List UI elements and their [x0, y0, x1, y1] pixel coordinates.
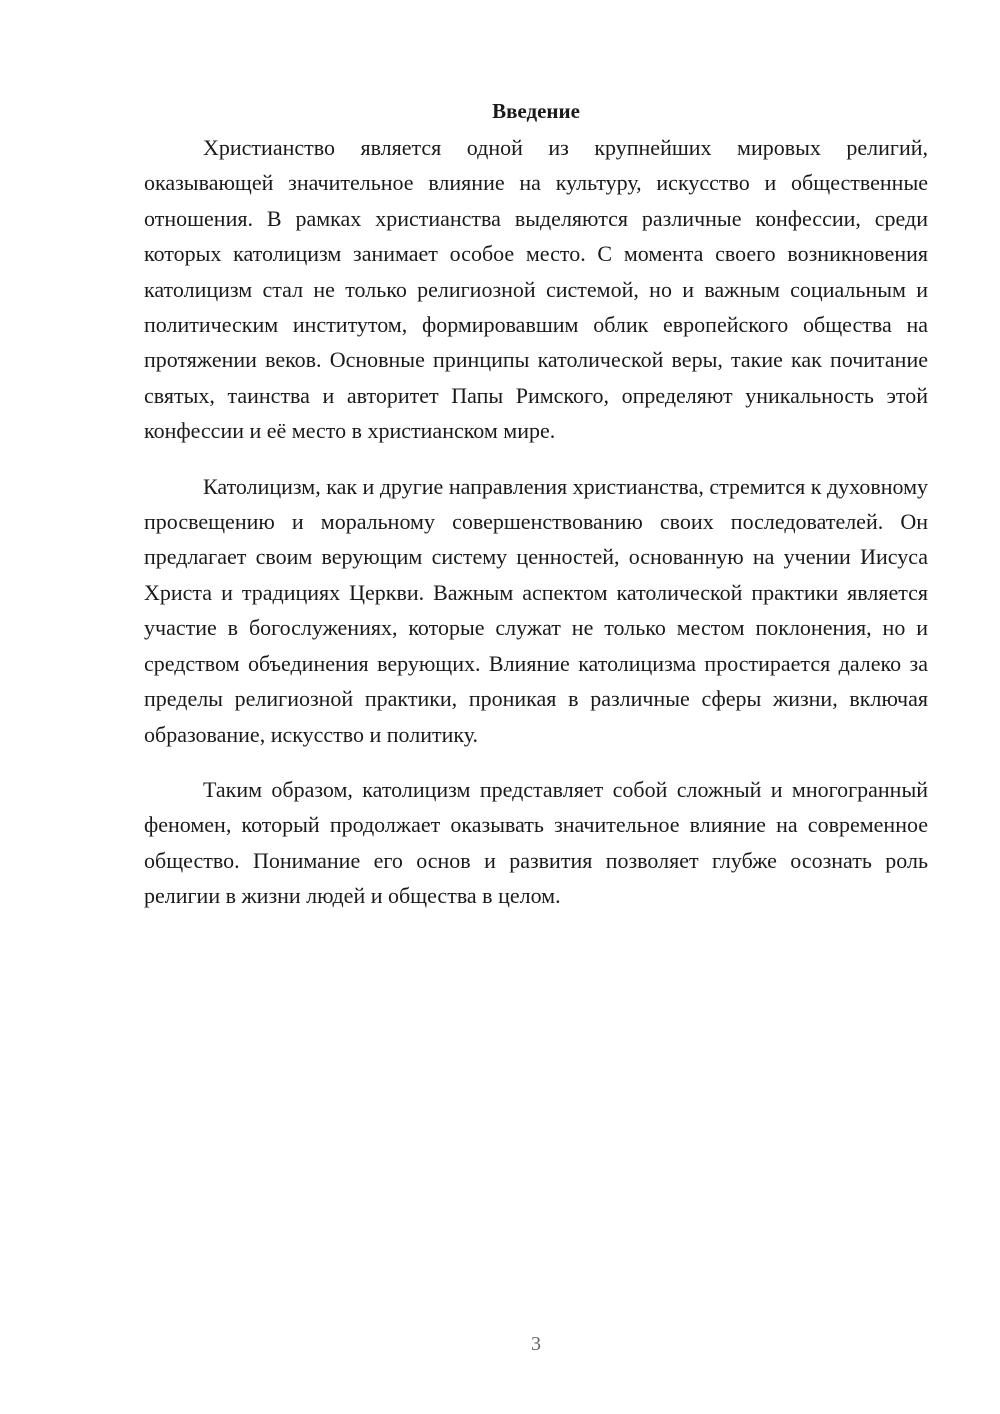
section-title: Введение	[492, 99, 580, 123]
document-page	[144, 96, 928, 934]
paragraph-3: Таким образом, католицизм представляет собой сложный и многогранный феномен, который продолжает оказывать значительное влияние на современное общество. Понимание его основ и развития позволяет глубже осознать роль религии в жизни людей и общества в целом.	[144, 776, 928, 909]
paragraph-1: Христианство является одной из крупнейших мировых религий, оказывающей значительное влияние на культуру, искусство и общественные отношения. В рамках христианства выделяются различные конфессии, среди которых католицизм занимает особое место. С момента своего возникновения католицизм стал не только религиозной системой, но и важным социальным и политическим институтом, формировавшим облик европейского общества на протяжении веков. Основные принципы католической веры, такие как почитание святых, таинства и авторитет Папы Римского, определяют уникальность этой конфессии и её место в христианском мире.	[144, 135, 928, 444]
page-number: 3	[531, 1333, 541, 1355]
paragraph-2: Католицизм, как и другие направления христианства, стремится к духовному просвещению и моральному совершенствованию своих последователей. Он предлагает своим верующим систему ценностей, основанную на учении Иисуса Христа и традициях Церкви. Важным аспектом католической практики является участие в богослужениях, которые служат не только местом поклонения, но и средством объединения верующих. Влияние католицизма простирается далеко за пределы религиозной практики, проникая в различные сферы жизни, включая образование, искусство и политику.	[144, 473, 928, 747]
